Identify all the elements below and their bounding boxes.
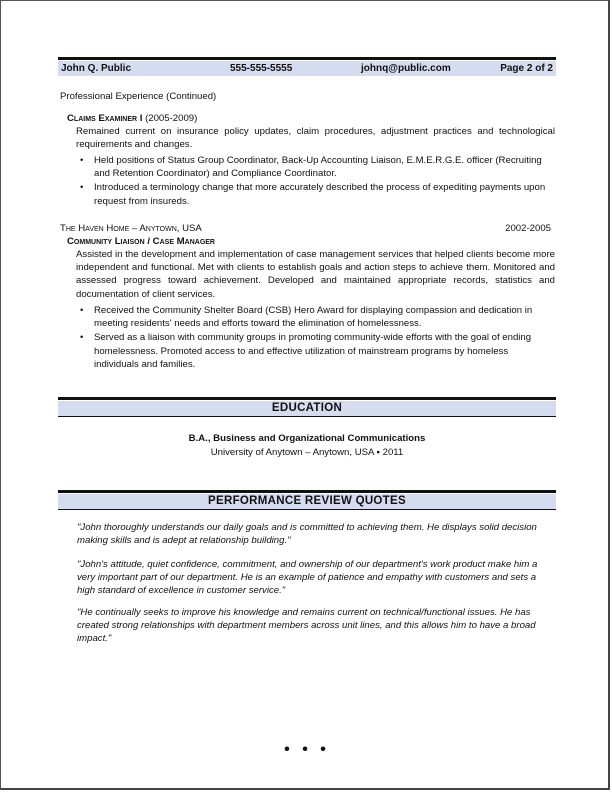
job2-employer: The Haven Home – Anytown, USA xyxy=(60,223,202,234)
review-quote-2: "John's attitude, quiet confidence, commitment, and ownership of our department's work product make him a very important part of our department. He is an example of patience and empathy with customers and sets a high standard of excellence in customer service." xyxy=(77,559,538,596)
job1-title: Claims Examiner I xyxy=(67,113,143,124)
header-rule xyxy=(58,57,556,60)
job1-dates: (2005-2009) xyxy=(145,113,198,124)
list-item: • Received the Community Shelter Board (CSB) Hero Award for displaying compassion and dedication in meeting residents' needs and efforts toward the elimination of homelessness. xyxy=(80,305,533,330)
job1-heading xyxy=(67,112,197,125)
header-bar xyxy=(58,61,556,76)
list-item: • Introduced a terminology change that more accurately described the process of expediting payments upon request from insureds. xyxy=(80,182,546,207)
header-page-number: Page 2 of 2 xyxy=(500,63,553,74)
list-item: • Served as a liaison with community groups in promoting community-wide efforts with the goal of ending homelessness. Promoted access to and effective utilization of mainstream programs by homeless individuals and families. xyxy=(80,332,532,370)
job1-bullet-list xyxy=(76,154,555,209)
job2-bullet-list xyxy=(76,304,555,372)
education-top-rule xyxy=(58,397,556,400)
section-continued-label: Professional Experience (Continued) xyxy=(60,91,217,102)
header-name: John Q. Public xyxy=(61,63,132,74)
job2-title: Community Liaison / Case Manager xyxy=(67,236,215,247)
review-quote-1: "John thoroughly understands our daily goals and is committed to achieving them. He displays solid decision making skills and is adept at relationship building." xyxy=(77,522,537,546)
education-bottom-rule xyxy=(58,416,556,417)
reviews-top-rule xyxy=(58,490,556,493)
reviews-heading: PERFORMANCE REVIEW QUOTES xyxy=(58,494,556,509)
review-quote-3: "He continually seeks to improve his knowledge and remains current on technical/functional issues. He has created strong relationships with department members across unit lines, and this allows him to have a broad impact." xyxy=(77,607,536,644)
reviews-bottom-rule xyxy=(58,509,556,510)
header-phone: 555-555-5555 xyxy=(230,63,293,74)
job1-summary: Remained current on insurance policy updates, claim procedures, adjustment practices and technological requirements and changes. xyxy=(76,126,555,151)
education-degree: B.A., Business and Organizational Communications xyxy=(188,433,426,444)
job2-dates: 2002-2005 xyxy=(505,223,551,234)
list-item: • Held positions of Status Group Coordinator, Back-Up Accounting Liaison, E.M.E.R.G.E. officer (Recruiting and Retention Coordinator) and Compliance Coordinator. xyxy=(80,155,542,180)
continuation-dots: • • • xyxy=(284,741,330,758)
header-email: johnq@public.com xyxy=(361,63,451,74)
job2-summary: Assisted in the development and implementation of case management services that helped clients become more independent and functional. Met with clients to establish goals and action steps to achieve them. Monitored and assessed progress toward achievement. Developed and maintained appropriate records, statistics and documentation of client services. xyxy=(76,249,555,300)
education-heading: EDUCATION xyxy=(58,401,556,416)
education-school: University of Anytown – Anytown, USA ▪ 2011 xyxy=(210,447,404,458)
